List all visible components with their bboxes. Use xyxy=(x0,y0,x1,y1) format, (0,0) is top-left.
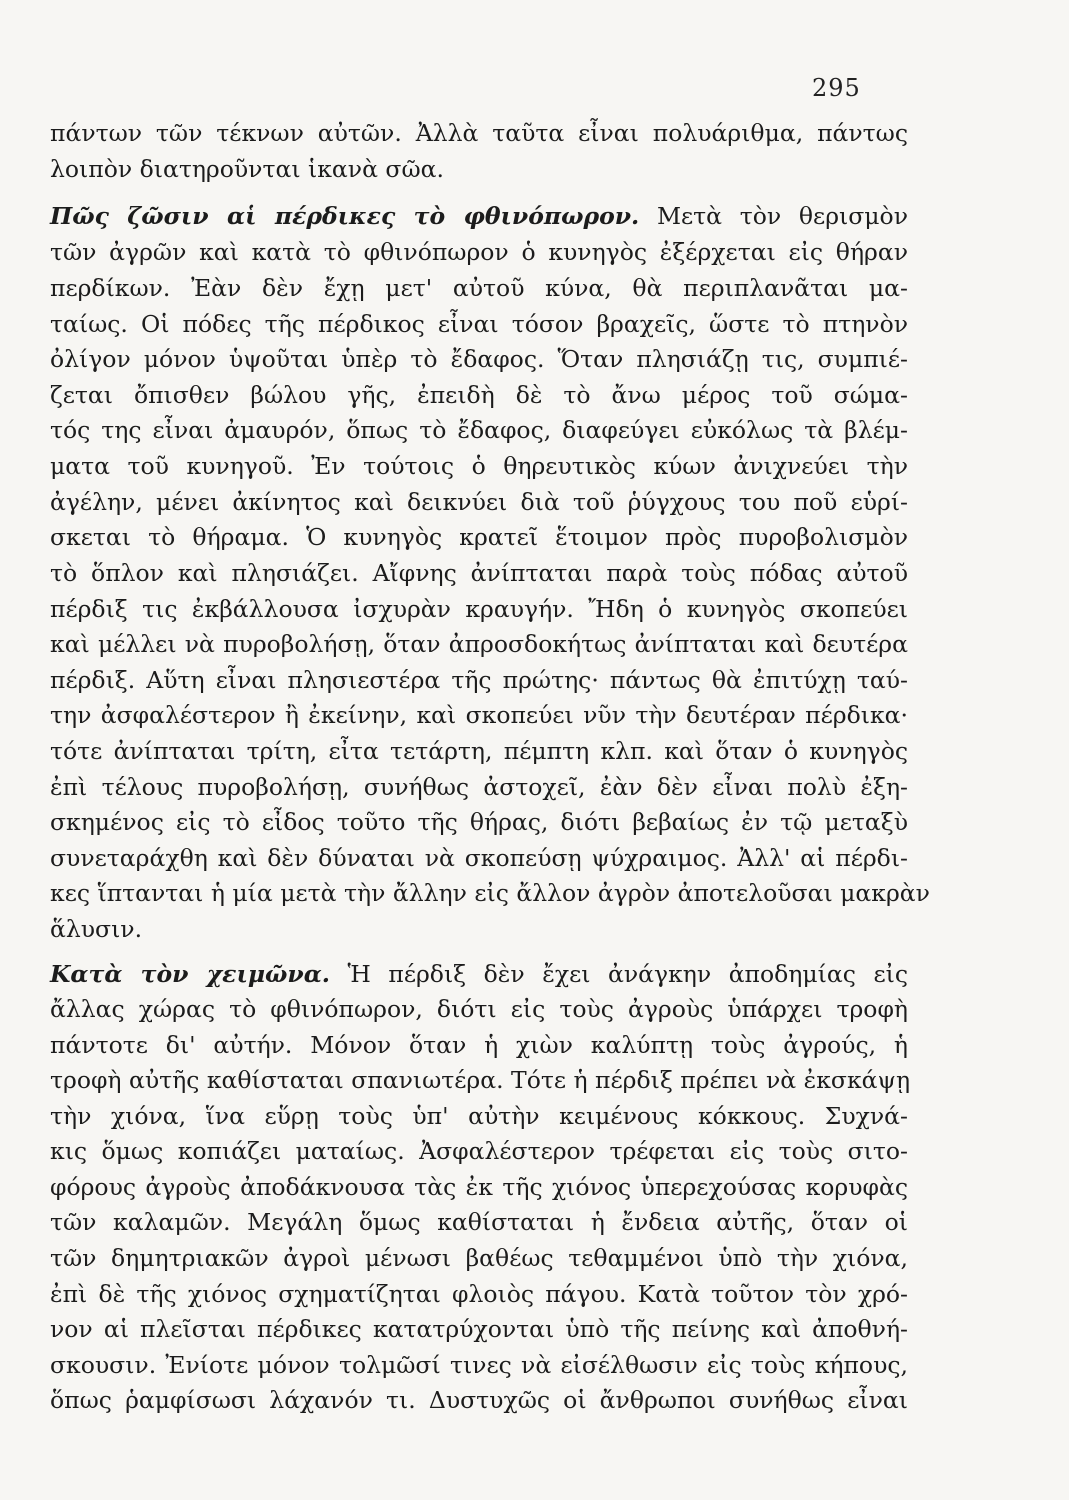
line-text: περδίκων. Ἐὰν δὲν ἔχῃ μετ' αὐτοῦ κύνα, θὰ περιπλανᾶται μα- xyxy=(50,274,908,302)
line-text: λοιπὸν διατηροῦνται ἱκανὰ σῶα. xyxy=(50,155,444,183)
line-text: σκεται τὸ θήραμα. Ὁ κυνηγὸς κρατεῖ ἕτοιμον πρὸς πυροβολισμὸν xyxy=(50,523,908,551)
text-line xyxy=(50,877,930,909)
text-line xyxy=(50,593,908,625)
text-line xyxy=(50,557,908,589)
line-text: σκουσιν. Ἐνίοτε μόνον τολμῶσί τινες νὰ εἰσέλθωσιν εἰς τοὺς κήπους, xyxy=(50,1351,908,1379)
text-line xyxy=(50,1171,908,1203)
line-text: πάντων τῶν τέκνων αὐτῶν. Ἀλλὰ ταῦτα εἶναι πολυάριθμα, πάντως xyxy=(50,119,908,147)
text-line xyxy=(50,664,908,696)
text-line xyxy=(50,414,908,446)
text-line xyxy=(50,153,908,185)
text-line xyxy=(50,913,908,945)
section-heading-line xyxy=(50,958,908,990)
line-text: ταίως. Οἱ πόδες τῆς πέρδικος εἶναι τόσον βραχεῖς, ὥστε τὸ πτηνὸν xyxy=(50,310,908,338)
text-line xyxy=(50,993,908,1025)
line-text: ἄλλας χώρας τὸ φθινόπωρον, διότι εἰς τοὺς ἀγροὺς ὑπάρχει τροφὴ xyxy=(50,995,908,1023)
text-line xyxy=(50,628,908,660)
line-text: τῶν δημητριακῶν ἀγροὶ μένωσι βαθέως τεθαμμένοι ὑπὸ τὴν χιόνα, xyxy=(50,1244,908,1272)
line-text: πέρδιξ τις ἐκβάλλουσα ἰσχυρὰν κραυγήν. Ἤδη ὁ κυνηγὸς σκοπεύει xyxy=(50,595,908,623)
line-text: φόρους ἀγροὺς ἀποδάκνουσα τὰς ἐκ τῆς χιόνος ὑπερεχούσας κορυφὰς xyxy=(50,1173,908,1201)
line-text: κις ὅμως κοπιάζει ματαίως. Ἀσφαλέστερον τρέφεται εἰς τοὺς σιτο- xyxy=(50,1137,908,1165)
line-text: ἀγέλην, μένει ἀκίνητος καὶ δεικνύει διὰ τοῦ ῥύγχους του ποῦ εὑρί- xyxy=(50,488,908,516)
line-text: τῶν ἀγρῶν καὶ κατὰ τὸ φθινόπωρον ὁ κυνηγὸς ἐξέρχεται εἰς θήραν xyxy=(50,238,908,266)
text-line xyxy=(50,1029,908,1061)
line-text: ματα τοῦ κυνηγοῦ. Ἐν τούτοις ὁ θηρευτικὸς κύων ἀνιχνεύει τὴν xyxy=(50,452,908,480)
line-text: ὀλίγον μόνον ὑψοῦται ὑπὲρ τὸ ἔδαφος. Ὅταν πλησιάζῃ τις, συμπιέ- xyxy=(50,345,908,373)
line-text: ἅλυσιν. xyxy=(50,915,143,943)
line-text: την ἀσφαλέστερον ἢ ἐκείνην, καὶ σκοπεύει νῦν τὴν δευτέραν πέρδικα· xyxy=(50,701,908,729)
text-line xyxy=(50,1206,908,1238)
section-heading-line xyxy=(50,200,908,232)
text-line xyxy=(50,1384,908,1416)
page-number: 295 xyxy=(812,74,861,102)
line-text: συνεταράχθη καὶ δὲν δύναται νὰ σκοπεύσῃ ψύχραιμος. Ἀλλ' αἱ πέρδι- xyxy=(50,844,908,872)
text-line xyxy=(50,735,908,767)
line-text: τροφὴ αὐτῆς καθίσταται σπανιωτέρα. Τότε ἡ πέρδιξ πρέπει νὰ ἐκσκάψῃ xyxy=(50,1066,911,1094)
line-text: ζεται ὄπισθεν βώλου γῆς, ἐπειδὴ δὲ τὸ ἄνω μέρος τοῦ σώμα- xyxy=(50,381,908,409)
text-line xyxy=(50,379,908,411)
text-line xyxy=(50,806,908,838)
text-line xyxy=(50,699,908,731)
text-line xyxy=(50,1100,908,1132)
text-line xyxy=(50,521,908,553)
text-line xyxy=(50,1313,908,1345)
text-line xyxy=(50,117,908,149)
text-line xyxy=(50,236,908,268)
line-text: ἐπὶ δὲ τῆς χιόνος σχηματίζηται φλοιὸς πάγου. Κατὰ τοῦτον τὸν χρό- xyxy=(50,1280,908,1308)
line-text: πέρδιξ. Αὕτη εἶναι πλησιεστέρα τῆς πρώτης· πάντως θὰ ἐπιτύχῃ ταύ- xyxy=(50,666,908,694)
text-line xyxy=(50,1064,911,1096)
text-line xyxy=(50,1278,908,1310)
line-text: Ἡ πέρδιξ δὲν ἔχει ἀνάγκην ἀποδημίας εἰς xyxy=(329,960,908,988)
text-line xyxy=(50,842,908,874)
text-line xyxy=(50,272,908,304)
text-line xyxy=(50,343,908,375)
line-text: κες ἵπτανται ἡ μία μετὰ τὴν ἄλλην εἰς ἄλλον ἀγρὸν ἀποτελοῦσαι μακρὰν xyxy=(50,879,930,907)
line-text: καὶ μέλλει νὰ πυροβολήσῃ, ὅταν ἀπροσδοκήτως ἀνίπταται καὶ δευτέρα xyxy=(50,630,908,658)
line-text: τῶν καλαμῶν. Μεγάλη ὅμως καθίσταται ἡ ἔνδεια αὐτῆς, ὅταν οἱ xyxy=(50,1208,908,1236)
line-text: νον αἱ πλεῖσται πέρδικες κατατρύχονται ὑπὸ τῆς πείνης καὶ ἀποθνή- xyxy=(50,1315,908,1343)
line-text: τότε ἀνίπταται τρίτη, εἶτα τετάρτη, πέμπτη κλπ. καὶ ὅταν ὁ κυνηγὸς xyxy=(50,737,908,765)
line-text: ἐπὶ τέλους πυροβολήσῃ, συνήθως ἀστοχεῖ, ἐὰν δὲν εἶναι πολὺ ἐξη- xyxy=(50,773,908,801)
text-line xyxy=(50,1135,908,1167)
text-line xyxy=(50,1349,908,1381)
line-text: ὅπως ῥαμφίσωσι λάχανόν τι. Δυστυχῶς οἱ ἄνθρωποι συνήθως εἶναι xyxy=(50,1386,908,1414)
section-heading: Πῶς ζῶσιν αἱ πέρδικες τὸ φθινόπωρον. xyxy=(50,202,640,230)
text-line xyxy=(50,1242,908,1274)
line-text: τὸ ὅπλον καὶ πλησιάζει. Αἴφνης ἀνίπταται παρὰ τοὺς πόδας αὐτοῦ xyxy=(50,559,908,587)
section-heading: Κατὰ τὸν χειμῶνα. xyxy=(50,960,330,988)
line-text: πάντοτε δι' αὐτήν. Μόνον ὅταν ἡ χιὼν καλύπτῃ τοὺς ἀγρούς, ἡ xyxy=(50,1031,908,1059)
text-line xyxy=(50,486,908,518)
line-text: τός της εἶναι ἀμαυρόν, ὅπως τὸ ἔδαφος, διαφεύγει εὐκόλως τὰ βλέμ- xyxy=(50,416,908,444)
line-text: Μετὰ τὸν θερισμὸν xyxy=(639,202,908,230)
text-line xyxy=(50,771,908,803)
line-text: τὴν χιόνα, ἵνα εὕρῃ τοὺς ὑπ' αὐτὴν κειμένους κόκκους. Συχνά- xyxy=(50,1102,908,1130)
line-text: σκημένος εἰς τὸ εἶδος τοῦτο τῆς θήρας, διότι βεβαίως ἐν τῷ μεταξὺ xyxy=(50,808,908,836)
text-line xyxy=(50,308,908,340)
text-line xyxy=(50,450,908,482)
